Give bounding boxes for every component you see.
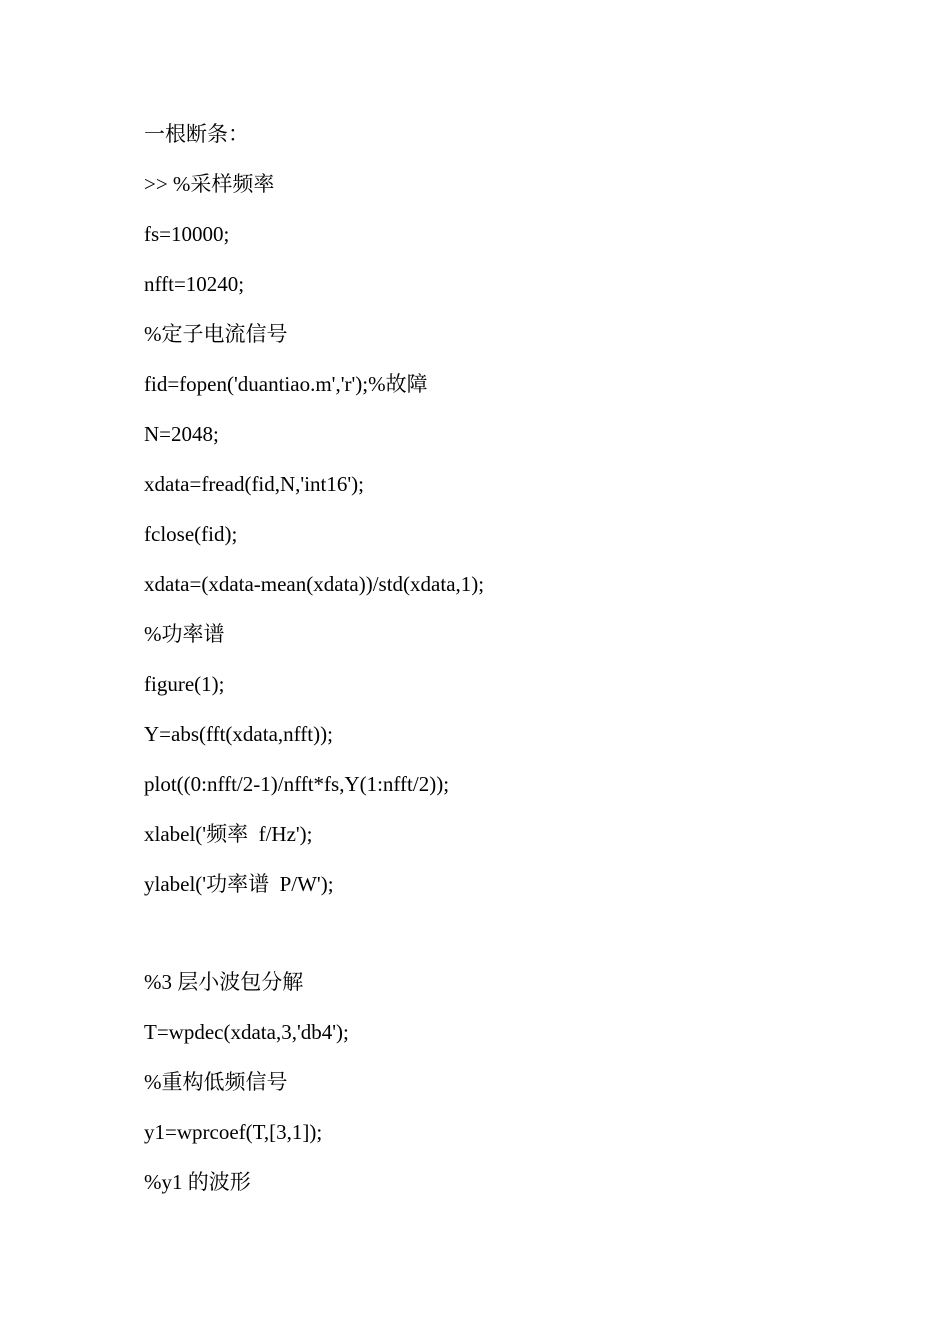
- code-line-wprcoef: y1=wprcoef(T,[3,1]);: [144, 1120, 323, 1144]
- code-line-fs: fs=10000;: [144, 222, 230, 246]
- code-line-comment-reconstruct: %重构低频信号: [144, 1070, 288, 1094]
- code-line-wpdec: T=wpdec(xdata,3,'db4');: [144, 1020, 349, 1044]
- code-line-comment-wpdec: %3 层小波包分解: [144, 970, 304, 994]
- code-line-fft: Y=abs(fft(xdata,nfft));: [144, 722, 333, 746]
- code-line-comment-psd: %功率谱: [144, 622, 225, 646]
- code-line-ylabel: ylabel('功率谱 P/W');: [144, 872, 334, 896]
- code-line-fread: xdata=fread(fid,N,'int16');: [144, 472, 364, 496]
- code-line-normalize: xdata=(xdata-mean(xdata))/std(xdata,1);: [144, 572, 485, 596]
- code-line-fopen: fid=fopen('duantiao.m','r');%故障: [144, 372, 428, 396]
- code-line-figure: figure(1);: [144, 672, 225, 696]
- text-line-heading: 一根断条：: [144, 122, 249, 146]
- code-line-nfft: nfft=10240;: [144, 272, 245, 296]
- code-line-comment-y1: %y1 的波形: [144, 1170, 251, 1194]
- code-line-xlabel: xlabel('频率 f/Hz');: [144, 822, 313, 846]
- code-line-plot: plot((0:nfft/2-1)/nfft*fs,Y(1:nfft/2));: [144, 772, 450, 796]
- code-line-comment-sampling: >> %采样频率: [144, 172, 275, 196]
- code-line-fclose: fclose(fid);: [144, 522, 238, 546]
- code-line-n: N=2048;: [144, 422, 219, 446]
- code-line-comment-stator: %定子电流信号: [144, 322, 288, 346]
